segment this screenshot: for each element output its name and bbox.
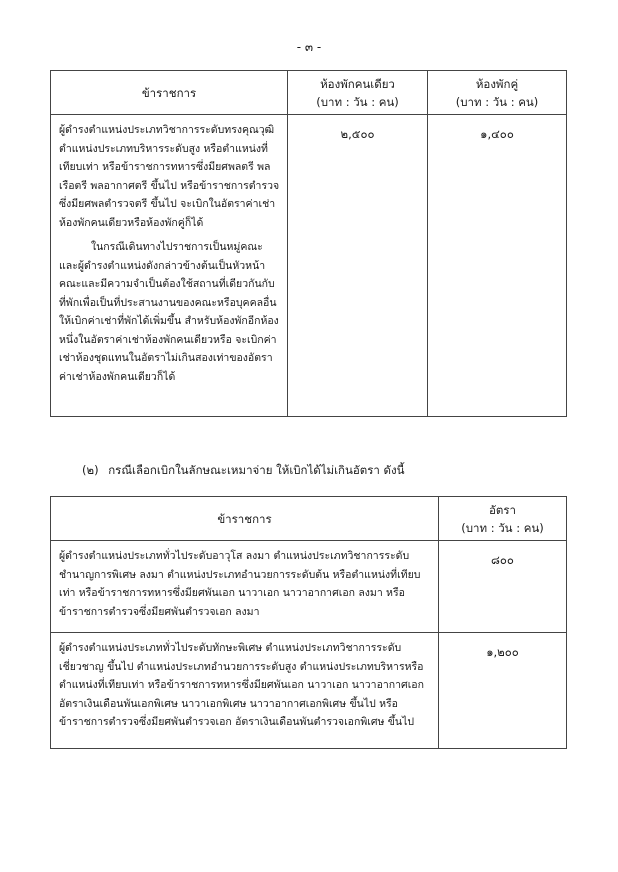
header-civil-servant: ข้าราชการ — [51, 71, 288, 115]
header-single-room-unit: (บาท : วัน : คน) — [316, 94, 399, 109]
single-room-rate: ๒,๕๐๐ — [288, 115, 428, 417]
header-single-room-title: ห้องพักคนเดียว — [320, 76, 395, 91]
table-header-row — [51, 497, 567, 541]
header-double-room-title: ห้องพักคู่ — [475, 76, 519, 91]
header-double-room-unit: (บาท : วัน : คน) — [455, 94, 539, 109]
rate-value: ๑,๒๐๐ — [439, 633, 567, 749]
header-rate — [439, 497, 567, 541]
row-description — [51, 115, 288, 417]
table-row — [51, 541, 567, 633]
section-heading — [82, 462, 405, 480]
lump-sum-rate-table — [50, 496, 567, 749]
section-number: (๒) — [82, 463, 99, 477]
header-rate-unit: (บาท : วัน : คน) — [461, 520, 544, 535]
row-description: ผู้ดำรงตำแหน่งประเภททั่วไประดับทักษะพิเศษ ตำแหน่งประเภทวิชาการระดับเชี่ยวชาญ ขึ้นไป ตำแหน่งประเภทอำนวยการระดับสูง ตำแหน่งประเภทบริหารหรือตำแหน่งที่เทียบเท่า หรือข้าราชการทหารซึ่งมียศพันเอก นาวาเอก นาวาอากาศเอก อัตราเงินเดือนพันเอกพิเศษ นาวาเอกพิเศษ นาวาอากาศเอกพิเศษ ขึ้นไป หรือข้าราชการตำรวจซึ่งมียศพันตำรวจเอก อัตราเงินเดือนพันตำรวจเอกพิเศษ ขึ้นไป — [51, 633, 439, 749]
paragraph-eligibility: ผู้ดำรงตำแหน่งประเภทวิชาการระดับทรงคุณวุฒิ ตำแหน่งประเภทบริหารระดับสูง หรือตำแหน่งที่เทียบเท่า หรือข้าราชการทหารซึ่งมียศพลตรี พลเรือตรี พลอากาศตรี ขึ้นไป หรือข้าราชการตำรวจซึ่งมียศพลตำรวจตรี ขึ้นไป จะเบิกในอัตราค่าเช่าห้องพักคนเดียวหรือห้องพักคู่ก็ได้ — [59, 124, 280, 229]
table-row — [51, 115, 567, 417]
row-description: ผู้ดำรงตำแหน่งประเภททั่วไประดับอาวุโส ลงมา ตำแหน่งประเภทวิชาการระดับชำนาญการพิเศษ ลงมา ตำแหน่งประเภทอำนวยการระดับต้น หรือตำแหน่งที่เทียบเท่า หรือข้าราชการทหารซึ่งมียศพันเอก นาวาเอก นาวาอากาศเอก ลงมา หรือข้าราชการตำรวจซึ่งมียศพันตำรวจเอก ลงมา — [51, 541, 439, 633]
header-double-room — [428, 71, 567, 115]
section-text: กรณีเลือกเบิกในลักษณะเหมาจ่าย ให้เบิกได้ไม่เกินอัตรา ดังนี้ — [108, 463, 405, 477]
double-room-rate: ๑,๔๐๐ — [428, 115, 567, 417]
rate-value: ๘๐๐ — [439, 541, 567, 633]
table-row — [51, 633, 567, 749]
paragraph-group-travel: ในกรณีเดินทางไปราชการเป็นหมู่คณะ และผู้ดำรงตำแหน่งดังกล่าวข้างต้นเป็นหัวหน้าคณะและมีความจำเป็นต้องใช้สถานที่เดียวกันกับที่พักเพื่อเป็นที่ประสานงานของคณะหรือบุคคลอื่น ให้เบิกค่าเช่าที่พักได้เพิ่มขึ้น สำหรับห้องพักอีกห้องหนึ่งในอัตราค่าเช่าห้องพักคนเดียวหรือ จะเบิกค่าเช่าห้องชุดแทนในอัตราไม่เกินสองเท่าของอัตราค่าเช่าห้องพักคนเดียวก็ได้ — [59, 241, 279, 383]
page-number: - ๓ - — [296, 40, 322, 54]
header-civil-servant: ข้าราชการ — [51, 497, 439, 541]
header-rate-title: อัตรา — [488, 502, 516, 517]
header-single-room — [288, 71, 428, 115]
lodging-rate-table — [50, 70, 567, 417]
table-header-row — [51, 71, 567, 115]
